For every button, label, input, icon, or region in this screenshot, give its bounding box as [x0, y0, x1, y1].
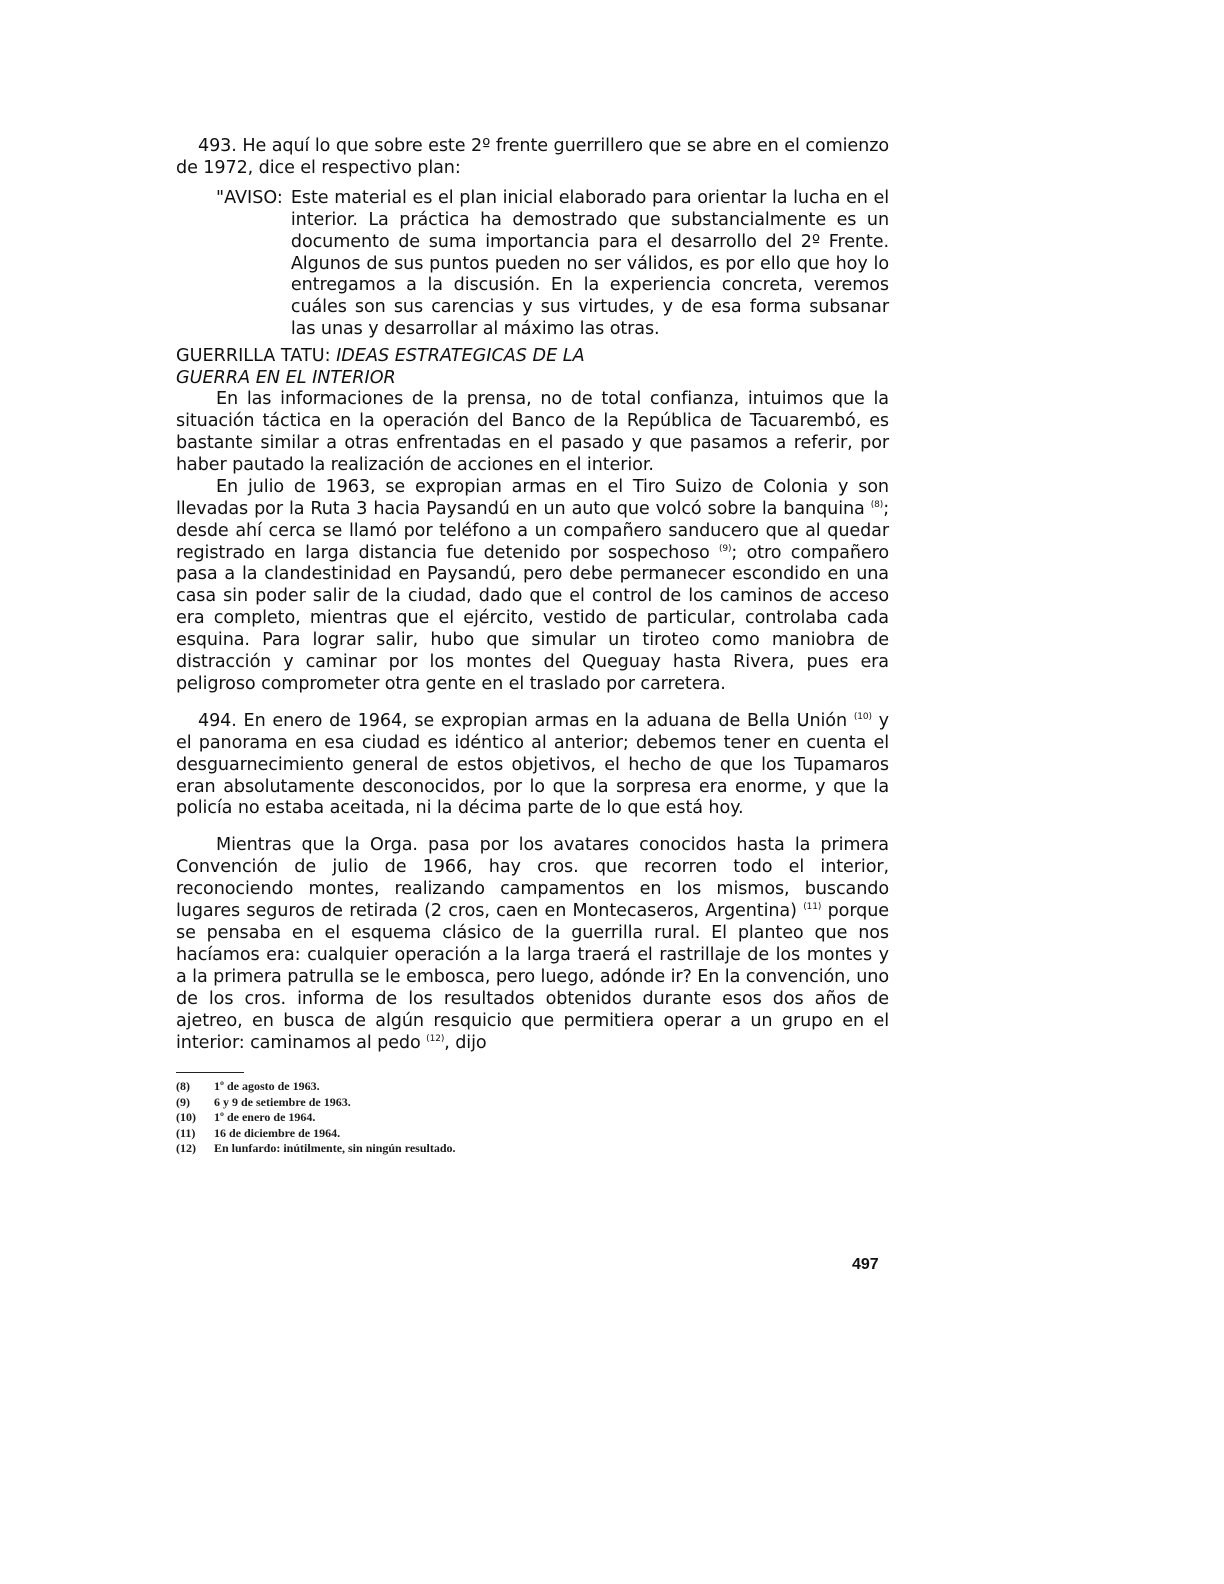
footnote-ref-10: (10): [853, 711, 872, 722]
paragraph-julio-1963: [176, 477, 889, 696]
footnote-ref-9: (9): [718, 543, 732, 554]
footnote-divider: [176, 1072, 244, 1073]
footnote-ref-11: (11): [803, 902, 822, 913]
text-segment: porque se pensaba en el esquema clásico de la guerrilla rural. El planteo que nos hacíamos era: cualquier operación a la larga traerá el rastrillaje de los montes y a la primera patrulla se le embosca, pero luego, adónde ir? En la convención, uno de los cros. informa de los resultados obtenidos durante esos dos años de ajetreo, en busca de algún resquicio que permitiera operar a un grupo en el interior: caminamos al pedo: [176, 901, 889, 1053]
aviso-label: "AVISO:: [216, 187, 283, 208]
footnotes: [176, 1079, 889, 1157]
page-number: 497: [852, 1256, 879, 1273]
text-segment: ; desde ahí cerca se llamó por teléfono a un compañero sanducero que al quedar registrado en larga distancia fue detenido por sospechoso: [176, 498, 890, 563]
paragraph-494: [176, 711, 889, 821]
footnote-9: [176, 1095, 889, 1111]
text-segment: Mientras que la Orga. pasa por los avatares conocidos hasta la primera Convención de julio de 1966, hay cros. que recorren todo el interior, reconociendo montes, realizando campamentos en los mismos, buscando lugares seguros de retirada (2 cros, caen en Montecaseros, Argentina): [176, 835, 889, 922]
paragraph-493: 493. He aquí lo que sobre este 2º frente guerrillero que se abre en el comienzo de 1972, dice el respectivo plan:: [176, 136, 889, 178]
aviso-block: [216, 188, 889, 341]
footnote-text: 1º de agosto de 1963.: [214, 1079, 320, 1094]
footnote-text: En lunfardo: inútilmente, sin ningún resultado.: [214, 1141, 456, 1156]
footnote-number: (12): [176, 1141, 196, 1156]
paragraph-mientras: [176, 835, 889, 1054]
footnote-text: 1º de enero de 1964.: [214, 1110, 316, 1125]
footnote-10: [176, 1110, 889, 1126]
section-heading: [176, 345, 696, 389]
footnote-number: (11): [176, 1125, 196, 1140]
text-segment: 494. En enero de 1964, se expropian armas en la aduana de Bella Unión: [198, 710, 848, 731]
document-page: [176, 136, 889, 1157]
text-segment: , dijo: [444, 1032, 487, 1053]
footnote-8: [176, 1079, 889, 1095]
footnote-ref-8: (8): [870, 499, 884, 510]
text-segment: y el panorama en esa ciudad es idéntico al anterior; debemos tener en cuenta el desguarnecimiento general de estos objetivos, el hecho de que los Tupamaros eran absolutamente desconocidos, por lo que la sorpresa era enorme, y que la policía no estaba aceitada, ni la décima parte de lo que está hoy.: [176, 710, 889, 819]
footnote-ref-12: (12): [426, 1033, 445, 1044]
footnote-text: 16 de diciembre de 1964.: [214, 1125, 341, 1140]
footnote-number: (9): [176, 1094, 190, 1109]
footnote-number: (8): [176, 1079, 190, 1094]
footnote-number: (10): [176, 1110, 196, 1125]
heading-plain: GUERRILLA TATU:: [176, 346, 331, 367]
aviso-text: Este material es el plan inicial elaborado para orientar la lucha en el interior. La práctica ha demostrado que substancialmente es un documento de suma importancia para el desarrollo del 2º Frente. Algunos de sus puntos pueden no ser válidos, es por ello que hoy lo entregamos a la discusión. En la experiencia concreta, veremos cuáles son sus carencias y sus virtudes, y de esa forma subsanar las unas y desarrollar al máximo las otras.: [290, 187, 889, 340]
text-segment: En julio de 1963, se expropian armas en el Tiro Suizo de Colonia y son llevadas por la Ruta 3 hacia Paysandú en un auto que volcó sobre la banquina: [176, 476, 889, 519]
paragraph-prensa: En las informaciones de la prensa, no de total confianza, intuimos que la situación táctica en la operación del Banco de la República de Tacuarembó, es bastante similar a otras enfrentadas en el pasado y que pasamos a referir, por haber pautado la realización de acciones en el interior.: [176, 389, 889, 475]
heading-italic-line2: GUERRA EN EL INTERIOR: [176, 368, 396, 389]
text-segment: ; otro compañero pasa a la clandestinidad en Paysandú, pero debe permanecer escondido en una casa sin poder salir de la ciudad, dado que el control de los caminos de acceso era completo, mientras que el ejército, vestido de particular, controlaba cada esquina. Para lograr salir, hubo que simular un tiroteo como maniobra de distracción y caminar por los montes del Queguay hasta Rivera, pues era peligroso comprometer otra gente en el traslado por carretera.: [176, 542, 889, 694]
heading-italic-line1: IDEAS ESTRATEGICAS DE LA: [336, 346, 585, 367]
footnote-12: [176, 1141, 889, 1157]
footnote-text: 6 y 9 de setiembre de 1963.: [214, 1094, 351, 1109]
footnote-11: [176, 1126, 889, 1142]
